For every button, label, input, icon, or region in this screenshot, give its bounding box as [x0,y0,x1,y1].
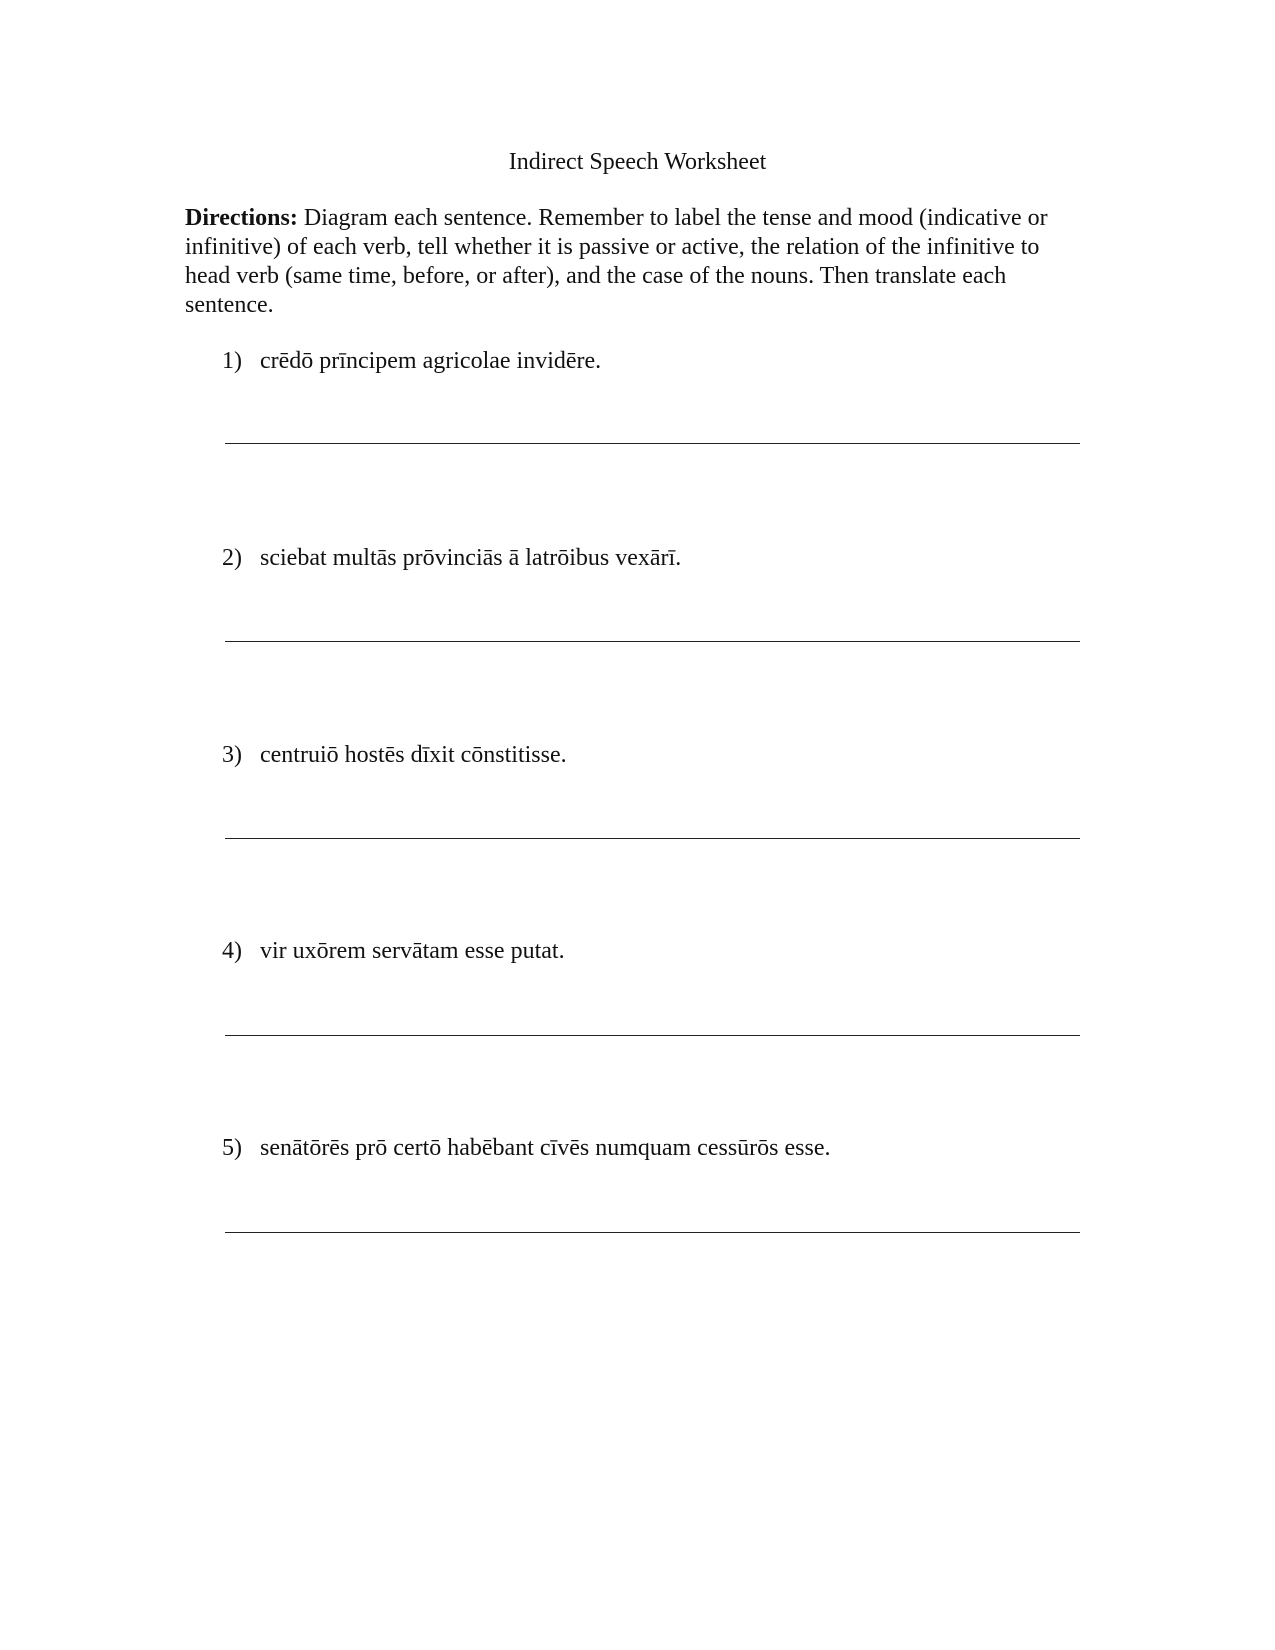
directions-paragraph [185,204,1085,320]
answer-line[interactable] [225,838,1080,839]
question-text: sciebat multās prōvinciās ā latrōibus vexārī. [260,545,682,571]
question-number: 2) [222,545,242,571]
question-text: crēdō prīncipem agricolae invidēre. [260,348,602,374]
question-item [222,1134,1102,1162]
question-number: 4) [222,938,242,964]
question-number: 5) [222,1135,242,1161]
answer-line[interactable] [225,1232,1080,1233]
directions-text: Diagram each sentence. Remember to label the tense and mood (indicative or infinitive) of each verb, tell whether it is passive or active, the relation of the infinitive to head verb (same time, before, or after), and the case of the nouns. Then translate each sentence. [185,205,1048,318]
question-text: centruiō hostēs dīxit cōnstitisse. [260,742,567,768]
question-number: 3) [222,742,242,768]
question-item [222,544,1102,572]
question-text: vir uxōrem servātam esse putat. [260,938,565,964]
question-item [222,347,1102,375]
question-item [222,937,1102,965]
answer-line[interactable] [225,443,1080,444]
answer-line[interactable] [225,1035,1080,1036]
page-title: Indirect Speech Worksheet [508,149,767,175]
directions-label: Directions: [185,205,298,231]
answer-line[interactable] [225,641,1080,642]
question-number: 1) [222,348,242,374]
question-text: senātōrēs prō certō habēbant cīvēs numquam cessūrōs esse. [260,1135,831,1161]
question-item [222,741,1102,769]
